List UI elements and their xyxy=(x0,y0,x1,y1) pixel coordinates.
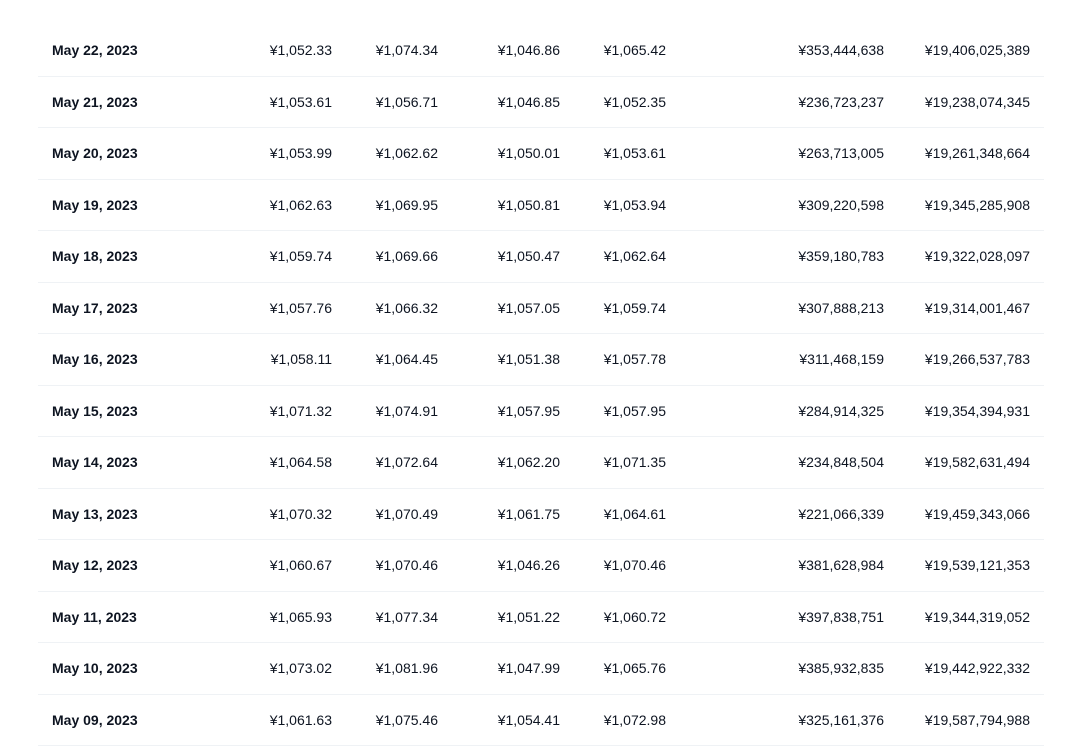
open-price-cell: ¥1,052.33 xyxy=(270,25,332,77)
close-price-cell: ¥1,060.72 xyxy=(604,592,666,644)
close-price-cell: ¥1,053.94 xyxy=(604,180,666,232)
high-price-cell: ¥1,070.49 xyxy=(376,489,438,541)
date-cell: May 16, 2023 xyxy=(52,334,138,386)
open-price-cell: ¥1,065.93 xyxy=(270,592,332,644)
low-price-cell: ¥1,050.81 xyxy=(498,180,560,232)
close-price-cell: ¥1,057.95 xyxy=(604,386,666,438)
market-cap-cell: ¥19,345,285,908 xyxy=(925,180,1030,232)
table-row xyxy=(38,386,1044,438)
volume-cell: ¥221,066,339 xyxy=(798,489,884,541)
high-price-cell: ¥1,069.66 xyxy=(376,231,438,283)
high-price-cell: ¥1,072.64 xyxy=(376,437,438,489)
close-price-cell: ¥1,065.42 xyxy=(604,25,666,77)
low-price-cell: ¥1,050.01 xyxy=(498,128,560,180)
table-row xyxy=(38,180,1044,232)
date-cell: May 11, 2023 xyxy=(52,592,137,644)
open-price-cell: ¥1,064.58 xyxy=(270,437,332,489)
market-cap-cell: ¥19,261,348,664 xyxy=(925,128,1030,180)
close-price-cell: ¥1,065.76 xyxy=(604,643,666,695)
close-price-cell: ¥1,072.98 xyxy=(604,695,666,746)
volume-cell: ¥236,723,237 xyxy=(798,77,884,129)
market-cap-cell: ¥19,459,343,066 xyxy=(925,489,1030,541)
market-cap-cell: ¥19,238,074,345 xyxy=(925,77,1030,129)
market-cap-cell: ¥19,266,537,783 xyxy=(925,334,1030,386)
market-cap-cell: ¥19,406,025,389 xyxy=(925,25,1030,77)
close-price-cell: ¥1,062.64 xyxy=(604,231,666,283)
open-price-cell: ¥1,053.99 xyxy=(270,128,332,180)
market-cap-cell: ¥19,354,394,931 xyxy=(925,386,1030,438)
date-cell: May 10, 2023 xyxy=(52,643,138,695)
high-price-cell: ¥1,081.96 xyxy=(376,643,438,695)
market-cap-cell: ¥19,314,001,467 xyxy=(925,283,1030,335)
low-price-cell: ¥1,054.41 xyxy=(498,695,560,746)
volume-cell: ¥263,713,005 xyxy=(798,128,884,180)
table-row xyxy=(38,334,1044,386)
low-price-cell: ¥1,047.99 xyxy=(498,643,560,695)
open-price-cell: ¥1,061.63 xyxy=(270,695,332,746)
high-price-cell: ¥1,064.45 xyxy=(376,334,438,386)
market-cap-cell: ¥19,344,319,052 xyxy=(925,592,1030,644)
date-cell: May 20, 2023 xyxy=(52,128,138,180)
volume-cell: ¥284,914,325 xyxy=(798,386,884,438)
table-row xyxy=(38,25,1044,77)
volume-cell: ¥311,468,159 xyxy=(799,334,884,386)
volume-cell: ¥307,888,213 xyxy=(798,283,884,335)
high-price-cell: ¥1,070.46 xyxy=(376,540,438,592)
low-price-cell: ¥1,046.26 xyxy=(498,540,560,592)
table-row xyxy=(38,283,1044,335)
volume-cell: ¥359,180,783 xyxy=(798,231,884,283)
close-price-cell: ¥1,053.61 xyxy=(604,128,666,180)
market-cap-cell: ¥19,582,631,494 xyxy=(925,437,1030,489)
low-price-cell: ¥1,046.86 xyxy=(498,25,560,77)
open-price-cell: ¥1,058.11 xyxy=(271,334,332,386)
date-cell: May 13, 2023 xyxy=(52,489,138,541)
low-price-cell: ¥1,057.05 xyxy=(498,283,560,335)
open-price-cell: ¥1,059.74 xyxy=(270,231,332,283)
low-price-cell: ¥1,062.20 xyxy=(498,437,560,489)
low-price-cell: ¥1,061.75 xyxy=(498,489,560,541)
volume-cell: ¥325,161,376 xyxy=(798,695,884,746)
volume-cell: ¥385,932,835 xyxy=(798,643,884,695)
volume-cell: ¥381,628,984 xyxy=(798,540,884,592)
high-price-cell: ¥1,062.62 xyxy=(376,128,438,180)
volume-cell: ¥234,848,504 xyxy=(798,437,884,489)
date-cell: May 15, 2023 xyxy=(52,386,138,438)
close-price-cell: ¥1,070.46 xyxy=(604,540,666,592)
date-cell: May 12, 2023 xyxy=(52,540,138,592)
low-price-cell: ¥1,051.38 xyxy=(498,334,560,386)
table-row xyxy=(38,592,1044,644)
date-cell: May 22, 2023 xyxy=(52,25,138,77)
open-price-cell: ¥1,053.61 xyxy=(270,77,332,129)
table-row xyxy=(38,643,1044,695)
date-cell: May 14, 2023 xyxy=(52,437,138,489)
low-price-cell: ¥1,051.22 xyxy=(498,592,560,644)
volume-cell: ¥309,220,598 xyxy=(798,180,884,232)
high-price-cell: ¥1,074.91 xyxy=(376,386,438,438)
table-row xyxy=(38,437,1044,489)
low-price-cell: ¥1,046.85 xyxy=(498,77,560,129)
close-price-cell: ¥1,059.74 xyxy=(604,283,666,335)
high-price-cell: ¥1,069.95 xyxy=(376,180,438,232)
open-price-cell: ¥1,062.63 xyxy=(270,180,332,232)
high-price-cell: ¥1,074.34 xyxy=(376,25,438,77)
high-price-cell: ¥1,075.46 xyxy=(376,695,438,746)
table-row xyxy=(38,540,1044,592)
open-price-cell: ¥1,057.76 xyxy=(270,283,332,335)
table-row xyxy=(38,695,1044,746)
date-cell: May 09, 2023 xyxy=(52,695,138,746)
low-price-cell: ¥1,050.47 xyxy=(498,231,560,283)
volume-cell: ¥353,444,638 xyxy=(798,25,884,77)
high-price-cell: ¥1,066.32 xyxy=(376,283,438,335)
close-price-cell: ¥1,071.35 xyxy=(604,437,666,489)
open-price-cell: ¥1,073.02 xyxy=(270,643,332,695)
table-row xyxy=(38,231,1044,283)
market-cap-cell: ¥19,322,028,097 xyxy=(925,231,1030,283)
open-price-cell: ¥1,070.32 xyxy=(270,489,332,541)
volume-cell: ¥397,838,751 xyxy=(798,592,884,644)
close-price-cell: ¥1,057.78 xyxy=(604,334,666,386)
date-cell: May 19, 2023 xyxy=(52,180,138,232)
market-cap-cell: ¥19,539,121,353 xyxy=(925,540,1030,592)
date-cell: May 21, 2023 xyxy=(52,77,138,129)
high-price-cell: ¥1,077.34 xyxy=(376,592,438,644)
high-price-cell: ¥1,056.71 xyxy=(376,77,438,129)
historical-data-table xyxy=(38,25,1044,746)
close-price-cell: ¥1,064.61 xyxy=(604,489,666,541)
table-row xyxy=(38,77,1044,129)
table-row xyxy=(38,489,1044,541)
low-price-cell: ¥1,057.95 xyxy=(498,386,560,438)
close-price-cell: ¥1,052.35 xyxy=(604,77,666,129)
open-price-cell: ¥1,060.67 xyxy=(270,540,332,592)
table-row xyxy=(38,128,1044,180)
market-cap-cell: ¥19,587,794,988 xyxy=(925,695,1030,746)
date-cell: May 18, 2023 xyxy=(52,231,138,283)
open-price-cell: ¥1,071.32 xyxy=(270,386,332,438)
market-cap-cell: ¥19,442,922,332 xyxy=(925,643,1030,695)
date-cell: May 17, 2023 xyxy=(52,283,138,335)
